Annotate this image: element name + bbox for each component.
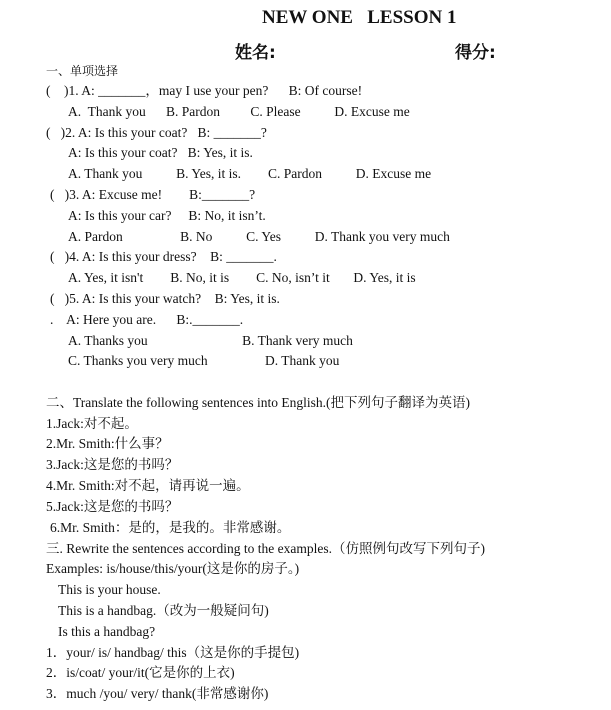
question-2: ( )2. A: Is this your coat? B: _______? bbox=[46, 125, 267, 140]
worksheet-title: NEW ONE LESSON 1 bbox=[262, 7, 457, 28]
question-3-dialog: A: Is this your car? B: No, it isn’t. bbox=[68, 208, 266, 223]
question-1-options: A. Thank you B. Pardon C. Please D. Excuse me bbox=[68, 104, 410, 119]
question-2-options: A. Thank you B. Yes, it is. C. Pardon D. Excuse me bbox=[68, 166, 432, 181]
question-5: ( )5. A: Is this your watch? B: Yes, it is. bbox=[50, 291, 280, 306]
question-1: ( )1. A: _______，may I use your pen? B: Of course! bbox=[46, 83, 363, 98]
rewrite-item-1: 1．your/ is/ handbag/ this（这是你的手提包) bbox=[46, 645, 300, 660]
rewrite-item-2: 2．is/coat/ your/it(它是你的上衣) bbox=[46, 665, 235, 680]
translate-item-5: 5.Jack:这是您的书吗？ bbox=[46, 499, 179, 514]
question-5-options-cd: C. Thanks you very much D. Thank you bbox=[68, 353, 340, 368]
section1-heading: 一、单项选择 bbox=[46, 64, 119, 78]
name-label: 姓名: bbox=[235, 43, 276, 63]
translate-item-3: 3.Jack:这是您的书吗？ bbox=[46, 457, 179, 472]
question-2-dialog: A: Is this your coat? B: Yes, it is. bbox=[68, 145, 253, 160]
examples-label: Examples: is/house/this/your(这是你的房子。) bbox=[46, 561, 300, 576]
rewrite-item-3: 3．much /you/ very/ thank(非常感谢你) bbox=[46, 686, 269, 701]
question-4: ( )4. A: Is this your dress? B: _______. bbox=[50, 249, 277, 264]
example-line-1: This is your house. bbox=[58, 582, 161, 597]
translate-item-6: 6.Mr. Smith：是的，是我的。非常感谢。 bbox=[50, 520, 291, 535]
section3-heading: 三. Rewrite the sentences according to the examples.（仿照例句改写下列句子) bbox=[46, 541, 486, 556]
question-4-options: A. Yes, it isn't B. No, it is C. No, isn’t it D. Yes, it is bbox=[68, 270, 416, 285]
score-label: 得分: bbox=[455, 43, 496, 63]
section2-heading: 二、Translate the following sentences into English.(把下列句子翻译为英语) bbox=[46, 395, 470, 410]
question-5-options-ab: A. Thanks you B. Thank very much bbox=[68, 333, 353, 348]
example-line-2: This is a handbag.（改为一般疑问句) bbox=[58, 603, 269, 618]
example-line-3: Is this a handbag? bbox=[58, 624, 156, 639]
question-5-dialog: . A: Here you are. B:._______. bbox=[50, 312, 244, 327]
translate-item-4: 4.Mr. Smith:对不起，请再说一遍。 bbox=[46, 478, 250, 493]
question-3-options: A. Pardon B. No C. Yes D. Thank you very much bbox=[68, 229, 450, 244]
translate-item-2: 2.Mr. Smith:什么事？ bbox=[46, 436, 169, 451]
question-3: ( )3. A: Excuse me! B:_______? bbox=[50, 187, 256, 202]
translate-item-1: 1.Jack:对不起。 bbox=[46, 416, 138, 431]
